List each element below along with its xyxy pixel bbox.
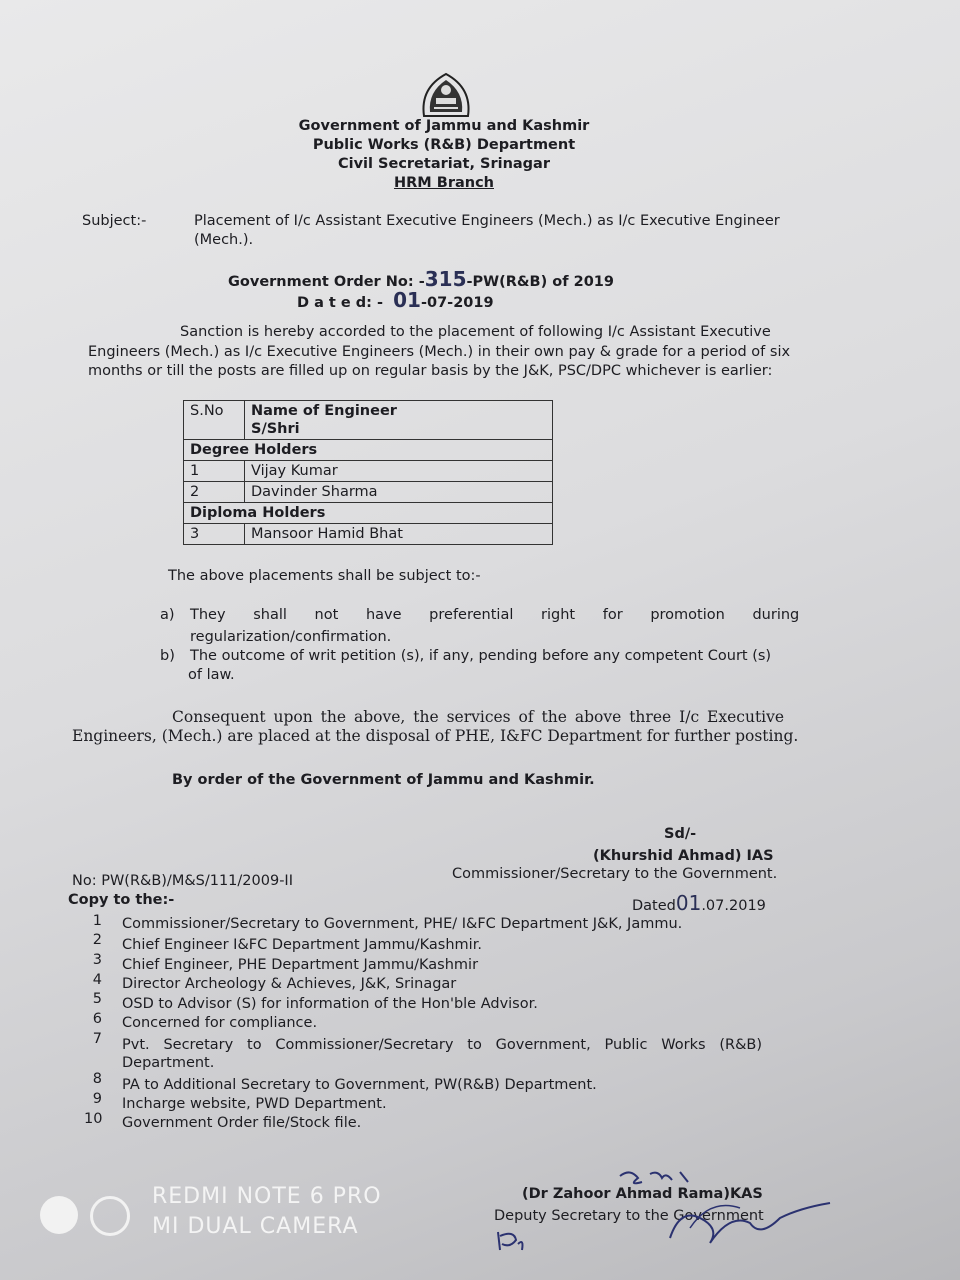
order-date-line: D a t e d: - 01-07-2019 [297,288,494,312]
list-item: Concerned for compliance. [122,1015,318,1031]
header-government: Government of Jammu and Kashmir [298,118,590,134]
engineer-name: Vijay Kumar [245,461,553,482]
header-branch: HRM Branch [393,175,494,191]
sanction-line-2: Engineers (Mech.) as I/c Executive Engineers (Mech.) in their own pay & grade for a period of six [88,344,791,360]
list-item: Chief Engineer I&FC Department Jammu/Kashmir. [122,937,482,953]
signature-sd: Sd/- [664,826,697,842]
list-item: Chief Engineer, PHE Department Jammu/Kashmir [122,957,479,973]
order-number-line: Government Order No: -315-PW(R&B) of 2019 [228,267,614,291]
copy-day-handwritten: 01 [675,891,702,915]
condition-b-marker: b) [160,648,175,664]
initials-scribble-icon [492,1226,528,1256]
signature2-title: Deputy Secretary to the Government [494,1208,764,1224]
order-day-handwritten: 01 [393,288,421,312]
condition-a-marker: a) [160,607,175,623]
signature-name: (Khurshid Ahmad) IAS [593,848,774,864]
condition-a-line-2: regularization/confirmation. [190,629,392,645]
table-header-row [184,401,553,440]
list-item: Government Order file/Stock file. [122,1115,362,1131]
table-row: 1 Vijay Kumar [184,461,553,482]
engineer-name: Mansoor Hamid Bhat [245,524,553,545]
subject-line-1: Placement of I/c Assistant Executive Engineers (Mech.) as I/c Executive Engineer [194,213,780,229]
order-number-handwritten: 315 [424,267,467,291]
engineers-table [183,400,553,545]
group-diploma-holders: Diploma Holders [184,503,553,524]
state-emblem-icon [416,68,476,122]
handwritten-signature-icon [610,1168,840,1258]
list-item: Pvt. Secretary to Commissioner/Secretary to Government, Public Works (R&B) [122,1037,763,1053]
list-item: Director Archeology & Achieves, J&K, Srinagar [122,976,457,992]
sanction-line-1: Sanction is hereby accorded to the placement of following I/c Assistant Executive [180,324,771,340]
table-row: 2 Davinder Sharma [184,482,553,503]
copy-date: Dated01.07.2019 [632,891,766,915]
consequent-line-1: Consequent upon the above, the services of the above three I/c Executive [172,708,785,726]
copy-number: No: PW(R&B)/M&S/111/2009-II [72,873,293,889]
consequent-line-2: Engineers, (Mech.) are placed at the disposal of PHE, I&FC Department for further posting. [72,727,799,745]
signature-title: Commissioner/Secretary to the Government. [452,866,778,882]
col-sno-header: S.No [184,401,245,440]
col-name-header: Name of Engineer S/Shri [245,401,553,440]
list-item: PA to Additional Secretary to Government, PW(R&B) Department. [122,1077,597,1093]
subject-label: Subject:- [82,213,147,229]
subject-line-2: (Mech.). [194,232,254,248]
condition-b-line-2: of law. [188,667,235,683]
by-order-line: By order of the Government of Jammu and Kashmir. [172,772,595,788]
engineer-name: Davinder Sharma [245,482,553,503]
list-item: Commissioner/Secretary to Government, PHE/ I&FC Department J&K, Jammu. [122,916,683,932]
header-department: Public Works (R&B) Department [312,137,576,153]
signature2-name: (Dr Zahoor Ahmad Rama)KAS [522,1186,763,1202]
camera-lens-filled-icon [40,1196,78,1234]
document-page: Government of Jammu and Kashmir Public Works (R&B) Department Civil Secretariat, Srinagar HRM Branch Subject:- Placement of I/c Assistant Executive Engineers (Mech.) as I/c Executive Engineer (Mech.). Government Order No: -315-PW(R&B) of 2019 D a t e d: - 01-07-2019 Sanction is hereby accorded to the placement of following I/c Assistant Executive Engineers (Mech.) as I/c Executive Engineers (Mech.) in their own pay & grade for a period of six months or till the posts are filled up on regular basis by the J&K, PSC/DPC whichever is earlier: S.No Name of Engineer S/Shri Degree Holders 1 Vijay Kumar 2 Davinder Sharma Diploma Holders 3 Mansoor Hamid Bhat The above placements shall be subject to:- a) They shall not have preferential right for promotion during regularization/confirmation. b) The outcome of writ petition (s), if any, pending before any competent Court (s) of law. Consequent upon the above, the services of the above three I/c Executive Engineers, (Mech.) are placed at the disposal of PHE, I&FC Department for further posting. By order of the Government of Jammu and Kashmir. Sd/- (Khurshid Ahmad) IAS Commissioner/Secretary to the Government. No: PW(R&B)/M&S/111/2009-II Dated01.07.2019 Copy to the:- 1 Commissioner/Secretary to Government, PHE/ I&FC Department J&K, Jammu. 2 Chief Engineer I&FC Department Jammu/Kashmir. 3 Chief Engineer, PHE Department Jammu/Kashmir 4 Director Archeology & Achieves, J&K, Srinagar 5 OSD to Advisor (S) for information of the Hon'ble Advisor. 6 Concerned for compliance. 7 Pvt. Secretary to Commissioner/Secretary to Government, Public Works (R&B) Department. 8 PA to Additional Secretary to Government, PW(R&B) Department. 9 Incharge website, PWD Department. 10 Government Order file/Stock file. (Dr Zahoor Ahmad Rama)KAS Deputy Secretary to the Government REDMI NOTE 6 PRO MI DUAL CAMERA [0,0,960,1280]
camera-lens-outline-icon [90,1196,130,1236]
condition-b-line-1: The outcome of writ petition (s), if any, pending before any competent Court (s) [190,648,772,664]
header-secretariat: Civil Secretariat, Srinagar [337,156,550,172]
table-group-row [184,503,553,524]
table-group-row [184,440,553,461]
copy-heading: Copy to the:- [68,892,175,908]
table-row: 3 Mansoor Hamid Bhat [184,524,553,545]
conditions-intro: The above placements shall be subject to:- [168,568,481,584]
list-item-continued: Department. [122,1055,215,1071]
condition-a-line-1: They shall not have preferential right for promotion during [190,607,800,623]
list-item: OSD to Advisor (S) for information of the Hon'ble Advisor. [122,996,538,1012]
sanction-line-3: months or till the posts are filled up on regular basis by the J&K, PSC/DPC whichever is earlier: [88,363,773,379]
list-item: Incharge website, PWD Department. [122,1096,387,1112]
group-degree-holders: Degree Holders [184,440,553,461]
camera-watermark-model: REDMI NOTE 6 PRO [152,1184,382,1209]
camera-watermark-camera: MI DUAL CAMERA [152,1214,359,1239]
